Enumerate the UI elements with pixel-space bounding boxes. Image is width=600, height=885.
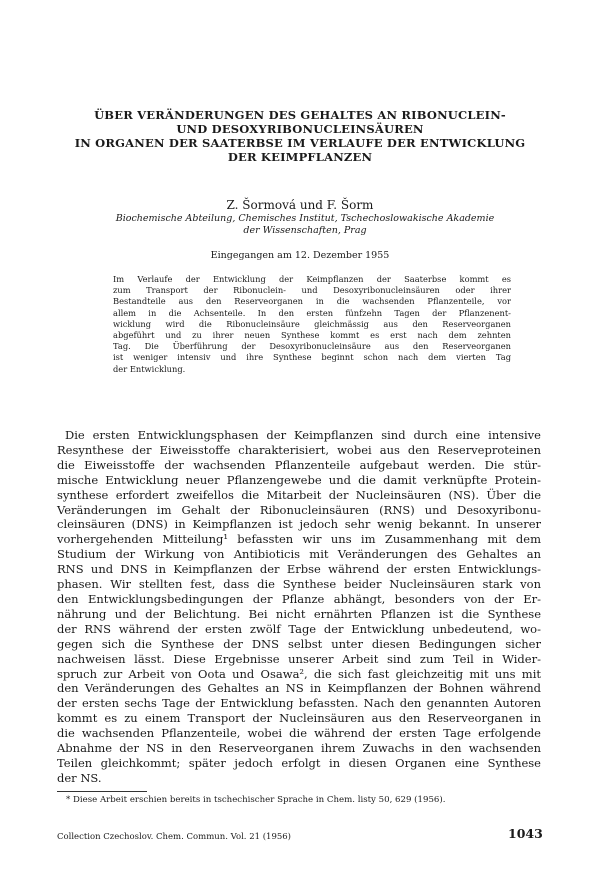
affiliation-line: Biochemische Abteilung, Chemisches Institut, Tschechoslowakische Akademie: [115, 213, 495, 224]
body-line: Abnahme der NS in den Reserveorganen ihrem Zuwachs in den wachsenden: [57, 741, 541, 756]
abstract-line: allem in die Achsenteile. In den ersten fünfzehn Tagen der Pflanzenent-: [113, 307, 511, 318]
footnote: * Diese Arbeit erschien bereits in tschechischer Sprache in Chem. listy 50, 629 (1956).: [66, 795, 446, 805]
abstract-line: Bestandteile aus den Reserveorganen in die wachsenden Pflanzenteile, vor: [113, 296, 511, 307]
journal-citation: Collection Czechoslov. Chem. Commun. Vol. 21 (1956): [57, 832, 291, 842]
title-line: IN ORGANEN DER SAATERBSE IM VERLAUFE DER ENTWICKLUNG: [74, 136, 526, 150]
authors: Z. Šormová und F. Šorm: [226, 198, 374, 212]
abstract-line: der Entwicklung.: [113, 363, 186, 374]
body-line: Studium der Wirkung von Antibioticis mit Veränderungen des Gehaltes an: [57, 547, 541, 562]
body-line: gegen sich die Synthese der DNS selbst unter diesen Bedingungen sicher: [57, 636, 541, 651]
body-line: den Veränderungen des Gehaltes an NS in Keimpflanzen der Bohnen während: [57, 681, 541, 696]
abstract-line: abgeführt und zu ihrer neuen Synthese kommt es erst nach dem zehnten: [113, 330, 511, 341]
body-line: nachweisen lässt. Diese Ergebnisse unserer Arbeit sind zum Teil in Wider-: [57, 651, 541, 666]
abstract-line: wicklung wird die Ribonucleinsäure gleichmässig aus den Reserveorganen: [113, 318, 511, 329]
title-line: ÜBER VERÄNDERUNGEN DES GEHALTES AN RIBONUCLEIN-: [94, 108, 506, 122]
abstract: [113, 274, 511, 375]
body-line: den Entwicklungsbedingungen der Pflanze abhängt, besonders von der Er-: [57, 591, 541, 606]
body-line: die Eiweisstoffe der wachsenden Pflanzenteile aufgebaut werden. Die stür-: [57, 457, 541, 472]
body-line: der ersten sechs Tage der Entwicklung befassten. Nach den genannten Autoren: [57, 696, 541, 711]
abstract-line: Tag. Die Überführung der Desoxyribonucleinsäure aus den Reserveorganen: [113, 341, 511, 352]
abstract-line: zum Transport der Ribonuclein- und Desoxyribonucleinsäuren oder ihrer: [113, 285, 511, 296]
abstract-line: ist weniger intensiv und ihre Synthese beginnt schon nach dem vierten Tag: [113, 352, 511, 363]
body-line: nährung und der Belichtung. Bei nicht ernährten Pflanzen ist die Synthese: [57, 606, 541, 621]
received-date: Eingegangen am 12. Dezember 1955: [210, 250, 390, 261]
body-line: cleinsäuren (DNS) in Keimpflanzen ist jedoch sehr wenig bekannt. In unserer: [57, 517, 541, 532]
affiliation: [90, 213, 520, 237]
footnote-divider: [57, 791, 147, 792]
body-line: kommt es zu einem Transport der Nucleinsäuren aus den Reserveorganen in: [57, 711, 541, 726]
affiliation-line: der Wissenschaften, Prag: [243, 225, 367, 236]
body-line: RNS und DNS in Keimpflanzen der Erbse während der ersten Entwicklungs-: [57, 562, 541, 577]
body-line: phasen. Wir stellten fest, dass die Synthese beider Nucleinsäuren stark von: [57, 577, 541, 592]
body-line: mische Entwicklung neuer Pflanzengewebe und die damit verknüpfte Protein-: [57, 472, 541, 487]
body-line: die wachsenden Pflanzenteile, wobei die während der ersten Tage erfolgende: [57, 726, 541, 741]
body-line: Veränderungen im Gehalt der Ribonucleinsäuren (RNS) und Desoxyribonu-: [57, 502, 541, 517]
body-line: synthese erfordert zweifellos die Mitarbeit der Nucleinsäuren (NS). Über die: [57, 487, 541, 502]
article-title: [40, 108, 560, 164]
title-line: DER KEIMPFLANZEN: [227, 150, 373, 164]
body-text: [57, 428, 541, 786]
body-line: Teilen gleichkommt; später jedoch erfolgt in diesen Organen eine Synthese: [57, 755, 541, 770]
body-line: der RNS während der ersten zwölf Tage der Entwicklung unbedeutend, wo-: [57, 621, 541, 636]
body-line: Die ersten Entwicklungsphasen der Keimpflanzen sind durch eine intensive: [65, 428, 541, 442]
abstract-line: Im Verlaufe der Entwicklung der Keimpflanzen der Saaterbse kommt es: [113, 274, 511, 284]
page-number: 1043: [508, 826, 543, 841]
body-line: vorhergehenden Mitteilung¹ befassten wir uns im Zusammenhang mit dem: [57, 532, 541, 547]
title-line: UND DESOXYRIBONUCLEINSÄUREN: [176, 122, 424, 136]
body-line: der NS.: [57, 770, 102, 785]
body-line: spruch zur Arbeit von Oota und Osawa², die sich fast gleichzeitig mit uns mit: [57, 666, 541, 681]
body-line: Resynthese der Eiweisstoffe charakterisiert, wobei aus den Reserveproteinen: [57, 442, 541, 457]
